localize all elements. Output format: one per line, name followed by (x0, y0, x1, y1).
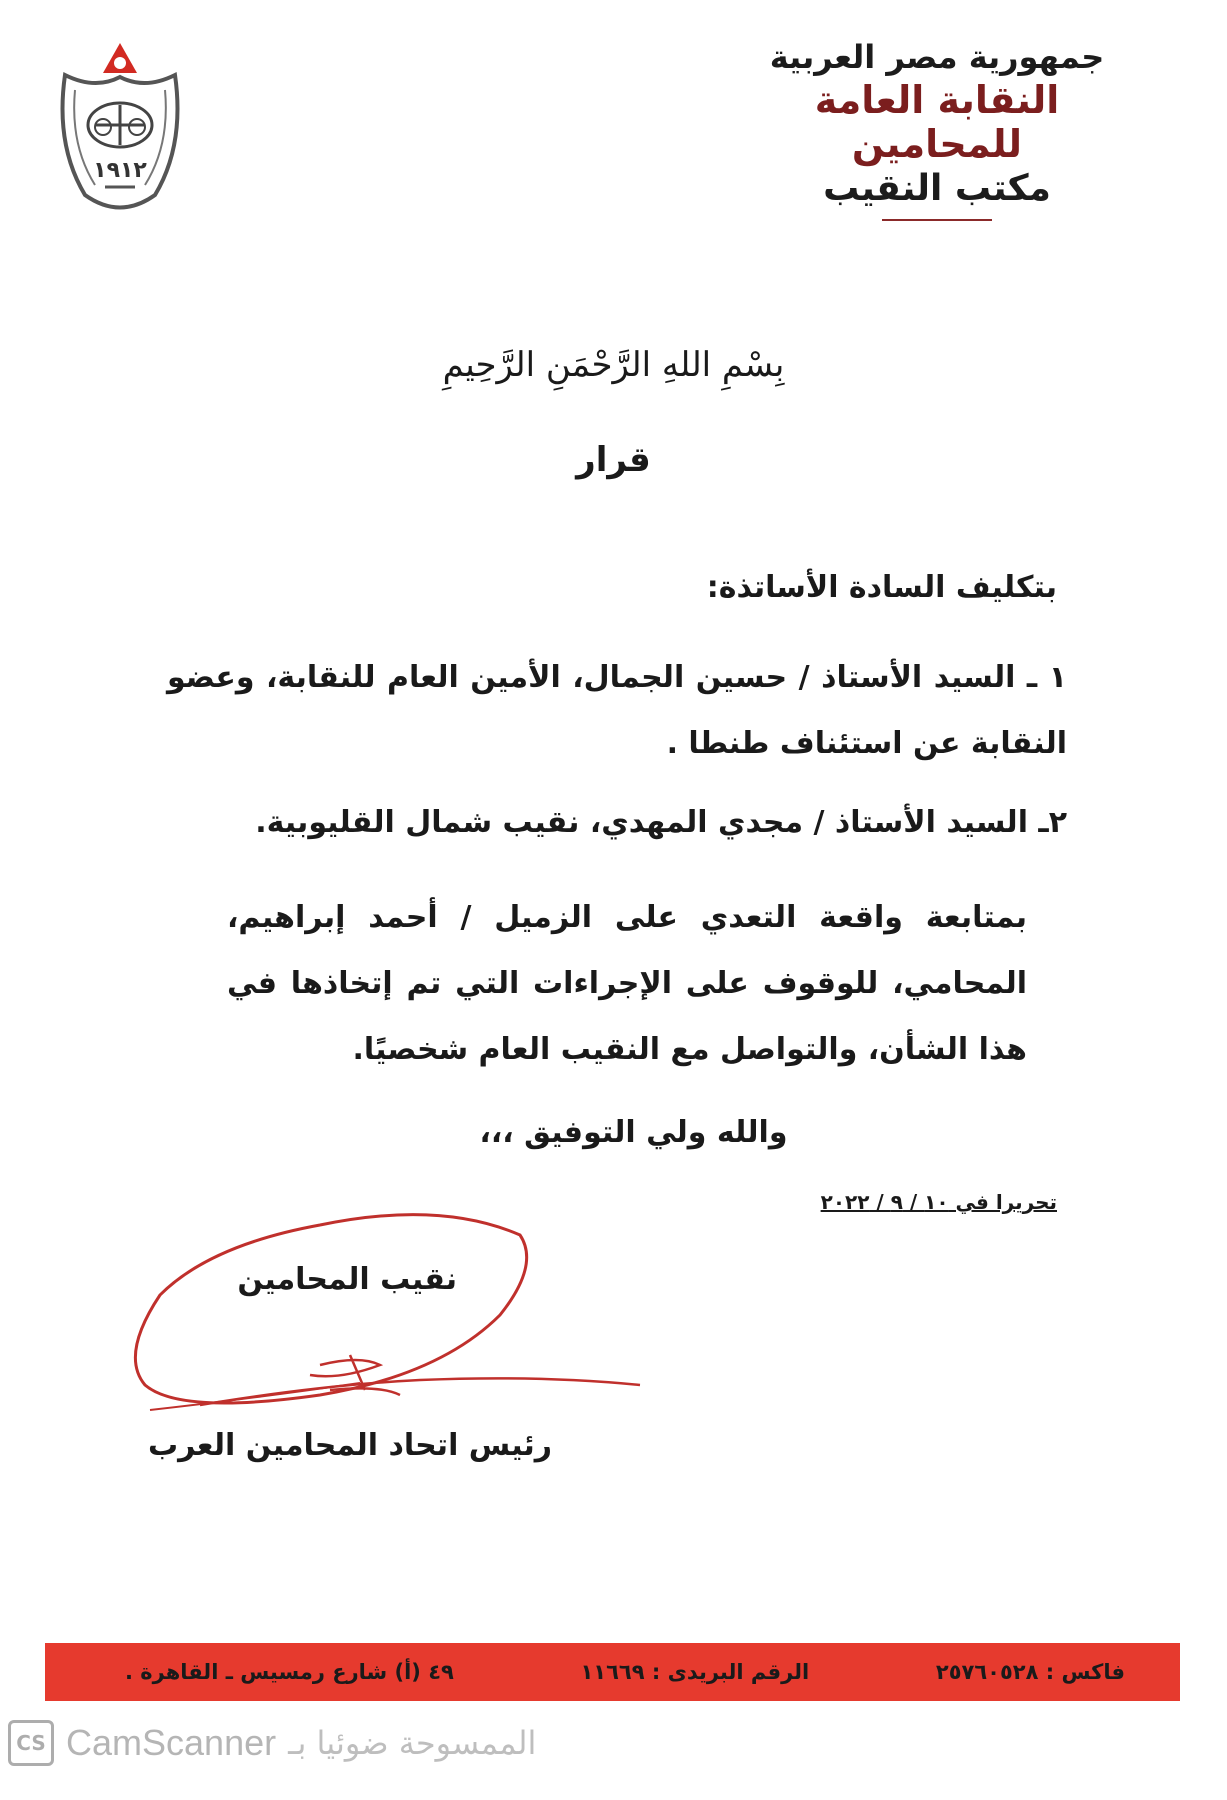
logo-year: ١٩١٢ (93, 158, 147, 183)
footer-postal: الرقم البريدى : ١١٦٦٩ (580, 1660, 810, 1684)
watermark-arabic: الممسوحة ضوئيا بـ (288, 1724, 537, 1762)
watermark-brand: CamScanner (66, 1722, 277, 1763)
signature-title: نقيب المحامين (237, 1262, 457, 1297)
country-name: جمهورية مصر العربية (769, 38, 1105, 76)
camscanner-badge-icon: CS (8, 1720, 54, 1766)
camscanner-watermark (8, 1715, 536, 1771)
signature-role: رئيس اتحاد المحامين العرب (147, 1428, 552, 1463)
issue-date: تحريرا في ١٠ / ٩ / ٢٠٢٢ (820, 1190, 1057, 1214)
syndicate-name: النقابة العامة للمحامين (814, 78, 1060, 166)
footer-fax: فاكس : ٢٥٧٦٠٥٢٨ (935, 1660, 1125, 1684)
footer-bar (45, 1643, 1180, 1701)
assignee-item-2: ٢ـ السيد الأستاذ / مجدي المهدي، نقيب شمال القليوبية. (255, 805, 1067, 840)
syndicate-logo-icon (45, 35, 195, 225)
document-title: قرار (576, 440, 651, 480)
closing-line: والله ولي التوفيق ،،، (479, 1115, 788, 1150)
basmala: بِسْمِ اللهِ الرَّحْمَنِ الرَّحِيمِ (442, 345, 785, 385)
handwritten-signature (120, 1205, 660, 1435)
intro-line: بتكليف السادة الأساتذة: (706, 570, 1057, 605)
assignment-body: بمتابعة واقعة التعدي على الزميل / أحمد إبراهيم، المحامي، للوقوف على الإجراءات التي تم إتخاذها في هذا الشأن، والتواصل مع النقيب العام شخصيًا. (227, 900, 1027, 1067)
letterhead (727, 38, 1147, 221)
footer-address: ٤٩ (أ) شارع رمسيس ـ القاهرة . (125, 1660, 454, 1684)
header-divider (882, 219, 992, 221)
assignee-item-1: ١ ـ السيد الأستاذ / حسين الجمال، الأمين العام للنقابة، وعضو النقابة عن استئناف طنطا . (167, 660, 1067, 761)
office-name: مكتب النقيب (823, 168, 1051, 209)
